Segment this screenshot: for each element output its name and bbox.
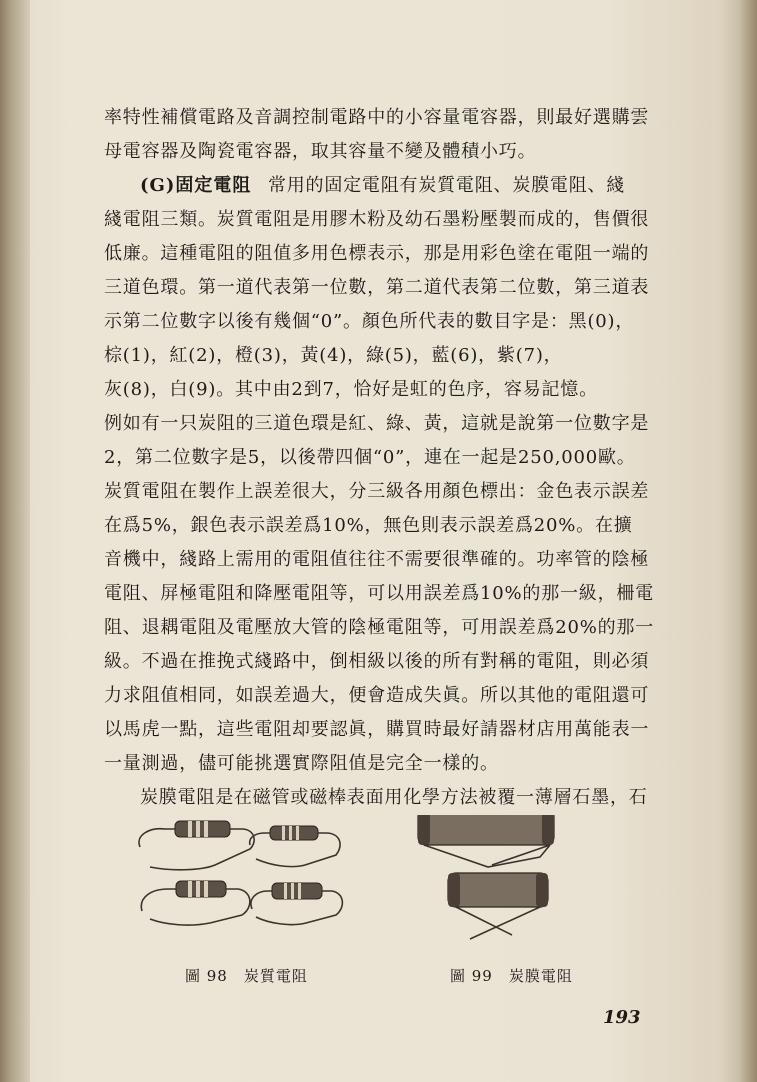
book-spine-shadow <box>0 0 30 1082</box>
carbon-film-resistors-illustration <box>400 815 640 955</box>
text-line: 率特性補償電路及音調控制電路中的小容量電容器，則最好選購雲 <box>104 107 650 128</box>
section-g-first-line <box>104 169 662 203</box>
page-number: 193 <box>603 1007 641 1028</box>
text-line: 力求阻值相同，如誤差過大，便會造成失眞。所以其他的電阻還可 <box>104 685 650 706</box>
text-line: 2，第二位數字是5，以後帶四個“0”，連在一起是250,000歐。 <box>104 447 636 468</box>
page-edge-shadow <box>739 0 757 1082</box>
text-line: 以馬虎一點，這些電阻却要認眞，購買時最好請器材店用萬能表一 <box>104 719 650 740</box>
text-line: 炭膜電阻是在磁管或磁棒表面用化學方法被覆一薄層石墨，石 <box>140 787 648 808</box>
figure-98 <box>130 815 380 985</box>
text-line: 炭質電阻在製作上誤差很大，分三級各用顏色標出：金色表示誤差 <box>104 481 650 502</box>
text-line: 音機中，綫路上需用的電阻值往往不需要很準確的。功率管的陰極 <box>104 549 650 570</box>
carbon-composition-resistors-illustration <box>130 815 380 955</box>
text-line: 電阻、屏極電阻和降壓電阻等，可以用誤差爲10%的那一級，柵電 <box>104 583 655 604</box>
text-line: 例如有一只炭阻的三道色環是紅、綠、黃，這就是說第一位數字是 <box>104 413 650 434</box>
text-line: 母電容器及陶瓷電容器，取其容量不變及體積小巧。 <box>104 141 537 162</box>
text-line: 三道色環。第一道代表第一位數，第二道代表第二位數，第三道表 <box>104 277 650 298</box>
text-line: 一量測過，儘可能挑選實際阻值是完全一樣的。 <box>104 753 499 774</box>
body-text <box>104 101 662 815</box>
text-line: 示第二位數字以後有幾個“0”。顏色所代表的數目字是：黑(0)， <box>104 311 635 332</box>
figure-98-caption: 圖 98 炭質電阻 <box>185 967 308 985</box>
figure-99-caption: 圖 99 炭膜電阻 <box>450 967 573 985</box>
text-line: 灰(8)，白(9)。其中由2到7，恰好是虹的色序，容易記憶。 <box>104 379 598 400</box>
text-line: 低廉。這種電阻的阻值多用色標表示，那是用彩色塗在電阻一端的 <box>104 243 650 264</box>
section-heading: (G)固定電阻 <box>140 175 252 196</box>
text-line: 阻、退耦電阻及電壓放大管的陰極電阻等，可用誤差爲20%的那一 <box>104 617 655 638</box>
figures-row <box>130 815 670 995</box>
text-line: 綫電阻三類。炭質電阻是用膠木粉及幼石墨粉壓製而成的，售價很 <box>104 209 650 230</box>
figure-99 <box>400 815 640 985</box>
text-line: 棕(1)，紅(2)，橙(3)，黃(4)，綠(5)，藍(6)，紫(7)， <box>104 345 563 366</box>
section-intro: 常用的固定電阻有炭質電阻、炭膜電阻、綫 <box>267 175 626 196</box>
text-line: 在爲5%，銀色表示誤差爲10%，無色則表示誤差爲20%。在擴 <box>104 515 633 536</box>
text-line: 級。不過在推挽式綫路中，倒相級以後的所有對稱的電阻，則必須 <box>104 651 650 672</box>
